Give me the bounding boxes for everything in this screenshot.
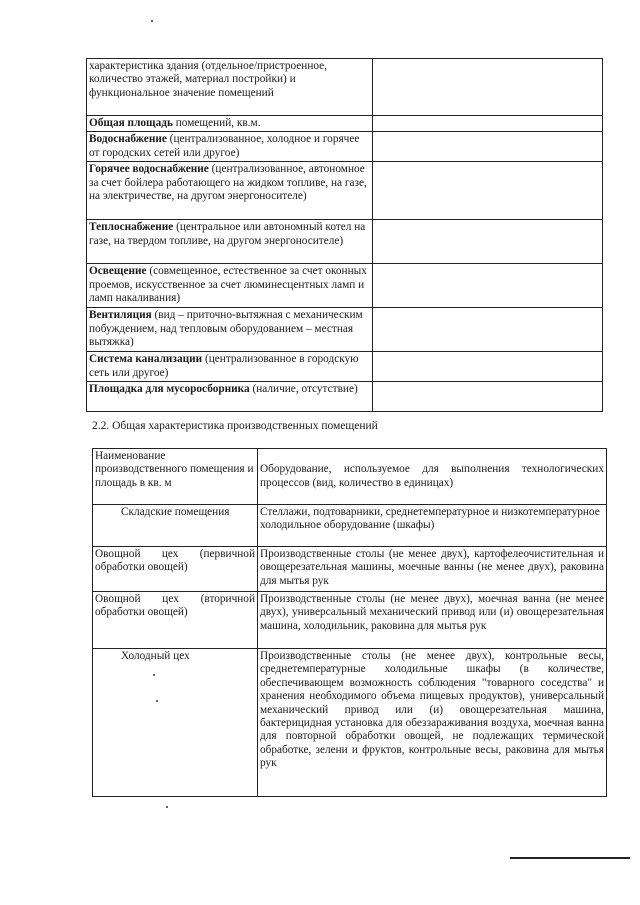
row-label: Водоснабжение — [89, 133, 167, 146]
table-header-row — [93, 449, 607, 505]
table-row — [87, 116, 603, 132]
row-label: Вентиляция — [89, 309, 152, 322]
table-row — [87, 59, 603, 116]
row-label: Освещение — [89, 265, 147, 278]
value-cell — [373, 352, 603, 382]
row-label-cell — [87, 382, 373, 412]
equipment-cell — [258, 592, 607, 649]
equipment-text: Производственные столы (не менее двух), моечная ванна (не менее двух), универсальный механический привод или (и) овощерезательная машина, холодильник, раковина для мытья рук — [260, 593, 604, 632]
value-cell — [373, 220, 603, 264]
header-cell-equipment — [258, 449, 607, 505]
building-characteristics-table — [86, 58, 603, 412]
table-row — [93, 505, 607, 547]
premises-name-cell — [93, 649, 258, 797]
production-premises-table — [92, 448, 607, 797]
equipment-text: Производственные столы (не менее двух), контрольные весы, среднетемпературные холодильные шкафы (в количестве, обеспечивающем возможность соблюдения "товарного соседства" и хранения необходимого объема пищевых продуктов), универсальный механический привод или (и) овощерезательная машина, бактерицидная установка для обеззараживания воздуха, моечная ванна для повторной обработки овощей, не подлежащих термической обработке, зелени и фруктов, контрольные весы, раковина для мытья рук — [260, 650, 604, 770]
row-label-cell — [87, 264, 373, 308]
row-label-cell — [87, 352, 373, 382]
row-text: (центральное или автономный котел на газе, на твердом топливе, на другом энергоносителе) — [89, 221, 366, 247]
value-cell — [373, 162, 603, 220]
row-text: (совмещенное, естественное за счет оконных проемов, искусственное за счет люминесцентных ламп и ламп накаливания) — [89, 265, 367, 305]
value-cell — [373, 308, 603, 352]
row-text: помещений, кв.м. — [172, 117, 261, 129]
row-text: (централизованное в городскую сеть или другое) — [89, 353, 359, 379]
section-title: 2.2. Общая характеристика производственных помещений — [92, 420, 378, 432]
footer-rule — [510, 857, 630, 859]
row-label: Площадка для мусоросборника — [89, 383, 250, 396]
table-row — [87, 132, 603, 162]
table-row — [93, 649, 607, 797]
row-label-cell — [87, 132, 373, 162]
premises-name: Овощной цех (вторичной обработки овощей) — [95, 593, 255, 619]
equipment-text: Производственные столы (не менее двух), картофелеочистительная и овощерезательная машины, моечные ванны (не менее двух), раковина для мытья рук — [260, 548, 604, 587]
equipment-cell — [258, 547, 607, 592]
value-cell — [373, 382, 603, 412]
premises-name-cell — [93, 592, 258, 649]
table-row — [87, 308, 603, 352]
row-text: (централизованное, автономное за счет бойлера работающего на жидком топливе, на газе, на электричестве, на другом энергоносителе) — [89, 163, 367, 203]
table-row — [87, 220, 603, 264]
premises-name: Овощной цех (первичной обработки овощей) — [95, 548, 255, 574]
row-text: характеристика здания (отдельное/пристроенное, количество этажей, материал постройки) и функциональное значение помещений — [89, 60, 328, 99]
row-label-cell — [87, 308, 373, 352]
scan-speck — [153, 674, 155, 676]
value-cell — [373, 116, 603, 132]
scan-speck — [151, 20, 153, 22]
value-cell — [373, 132, 603, 162]
premises-name: Холодный цех — [121, 650, 190, 662]
row-label: Общая площадь — [89, 117, 173, 129]
row-text: (наличие, отсутствие) — [249, 383, 358, 396]
premises-name-cell — [93, 547, 258, 592]
scan-speck — [166, 806, 168, 808]
table-row — [87, 264, 603, 308]
row-label: Система канализации — [89, 353, 203, 366]
equipment-cell — [258, 505, 607, 547]
scan-speck — [156, 700, 158, 702]
equipment-cell — [258, 649, 607, 797]
row-text: (вид – приточно-вытяжная с механическим побуждением, над тепловым оборудованием – местная вытяжка) — [89, 309, 363, 349]
premises-name-cell — [93, 505, 258, 547]
table-row — [87, 382, 603, 412]
equipment-text: Стеллажи, подтоварники, среднетемпературное и низкотемпературное холодильное оборудование (шкафы) — [260, 506, 600, 532]
row-label-cell — [87, 162, 373, 220]
table-row — [93, 592, 607, 649]
table-row — [87, 162, 603, 220]
value-cell — [373, 59, 603, 116]
row-text: (централизованное, холодное и горячее от городских сетей или другое) — [89, 133, 360, 159]
row-label: Горячее водоснабжение — [89, 163, 209, 176]
header-text: Оборудование, используемое для выполнения технологических процессов (вид, количество в единицах) — [260, 463, 604, 489]
row-label: Теплоснабжение — [89, 221, 174, 234]
row-label-cell — [87, 116, 373, 132]
header-cell-premises — [93, 449, 258, 505]
row-label-cell — [87, 220, 373, 264]
header-text: Наименование производственного помещения и площадь в кв. м — [95, 450, 254, 489]
value-cell — [373, 264, 603, 308]
premises-name: Складские помещения — [121, 506, 230, 518]
row-label-cell — [87, 59, 373, 116]
table-row — [87, 352, 603, 382]
table-row — [93, 547, 607, 592]
